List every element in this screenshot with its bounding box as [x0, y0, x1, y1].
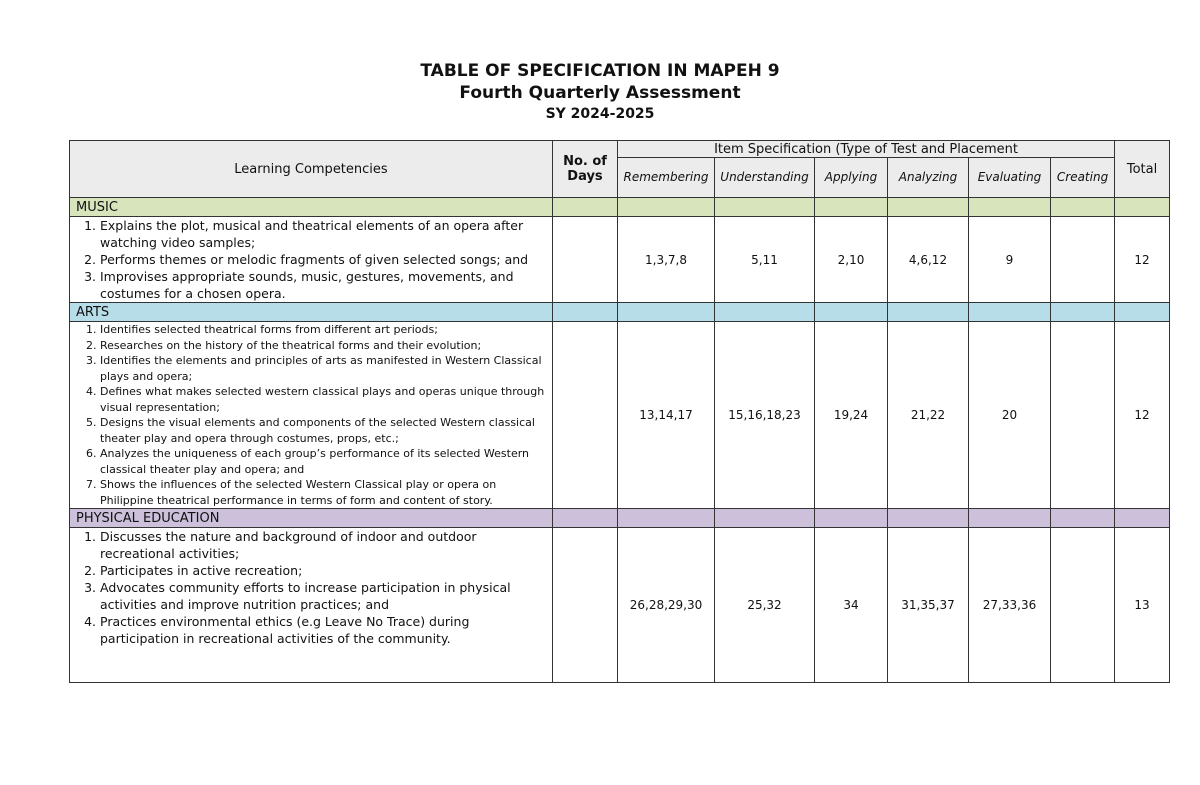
- arts-days: [553, 322, 618, 509]
- music-remembering: 1,3,7,8: [618, 217, 715, 303]
- pe-evaluating: 27,33,36: [969, 528, 1051, 683]
- music-days: [553, 217, 618, 303]
- list-item: 7. Shows the influences of the selected Western Classical play or opera on Philippine theatrical performance in terms of form and content of story.: [100, 477, 552, 508]
- header-applying: Applying: [815, 158, 888, 198]
- pe-days: [553, 528, 618, 683]
- header-creating: Creating: [1051, 158, 1115, 198]
- header-total: Total: [1115, 141, 1170, 198]
- arts-competencies: [70, 322, 553, 509]
- list-item: 3. Identifies the elements and principles of arts as manifested in Western Classical plays and opera;: [100, 353, 552, 384]
- list-item: 4. Practices environmental ethics (e.g Leave No Trace) during participation in recreational activities of the community.: [100, 613, 552, 647]
- school-year: SY 2024-2025: [545, 106, 655, 122]
- arts-creating: [1051, 322, 1115, 509]
- header-evaluating: Evaluating: [969, 158, 1051, 198]
- pe-applying: 34: [815, 528, 888, 683]
- arts-label: ARTS: [70, 303, 553, 322]
- header-item-specification: Item Specification (Type of Test and Placement: [618, 141, 1115, 158]
- pe-creating: [1051, 528, 1115, 683]
- music-total: 12: [1115, 217, 1170, 303]
- list-item: 4. Defines what makes selected western classical plays and operas unique through visual representation;: [100, 384, 552, 415]
- pe-label: PHYSICAL EDUCATION: [70, 509, 553, 528]
- arts-applying: 19,24: [815, 322, 888, 509]
- music-creating: [1051, 217, 1115, 303]
- pe-remembering: 26,28,29,30: [618, 528, 715, 683]
- arts-analyzing: 21,22: [888, 322, 969, 509]
- table-row: [70, 528, 1170, 683]
- music-competencies: [70, 217, 553, 303]
- pe-understanding: 25,32: [715, 528, 815, 683]
- arts-remembering: 13,14,17: [618, 322, 715, 509]
- music-analyzing: 4,6,12: [888, 217, 969, 303]
- header-analyzing: Analyzing: [888, 158, 969, 198]
- document-subtitle: Fourth Quarterly Assessment: [459, 83, 741, 103]
- list-item: 5. Designs the visual elements and components of the selected Western classical theater play and opera through costumes, props, etc.;: [100, 415, 552, 446]
- music-category-row: [70, 198, 1170, 217]
- arts-total: 12: [1115, 322, 1170, 509]
- music-applying: 2,10: [815, 217, 888, 303]
- specification-table: [69, 140, 1170, 683]
- document-title-block: [0, 60, 1200, 124]
- list-item: 6. Analyzes the uniqueness of each group’s performance of its selected Western classical theater play and opera; and: [100, 446, 552, 477]
- list-item: 2. Researches on the history of the theatrical forms and their evolution;: [100, 338, 552, 354]
- pe-total: 13: [1115, 528, 1170, 683]
- arts-understanding: 15,16,18,23: [715, 322, 815, 509]
- list-item: 1. Explains the plot, musical and theatrical elements of an opera after watching video samples;: [100, 217, 552, 251]
- list-item: 3. Improvises appropriate sounds, music, gestures, movements, and costumes for a chosen opera.: [100, 268, 552, 302]
- music-understanding: 5,11: [715, 217, 815, 303]
- list-item: 1. Identifies selected theatrical forms from different art periods;: [100, 322, 552, 338]
- list-item: 1. Discusses the nature and background of indoor and outdoor recreational activities;: [100, 528, 552, 562]
- list-item: 2. Performs themes or melodic fragments of given selected songs; and: [100, 251, 552, 268]
- arts-category-row: [70, 303, 1170, 322]
- table-row: [70, 217, 1170, 303]
- arts-evaluating: 20: [969, 322, 1051, 509]
- pe-analyzing: 31,35,37: [888, 528, 969, 683]
- pe-category-row: [70, 509, 1170, 528]
- header-no-of-days: No. of Days: [553, 141, 618, 198]
- music-label: MUSIC: [70, 198, 553, 217]
- pe-competencies: [70, 528, 553, 683]
- list-item: 3. Advocates community efforts to increase participation in physical activities and improve nutrition practices; and: [100, 579, 552, 613]
- table-row: [70, 322, 1170, 509]
- document-title: TABLE OF SPECIFICATION IN MAPEH 9: [420, 61, 780, 81]
- music-evaluating: 9: [969, 217, 1051, 303]
- list-item: 2. Participates in active recreation;: [100, 562, 552, 579]
- header-understanding: Understanding: [715, 158, 815, 198]
- header-learning-competencies: Learning Competencies: [70, 141, 553, 198]
- header-remembering: Remembering: [618, 158, 715, 198]
